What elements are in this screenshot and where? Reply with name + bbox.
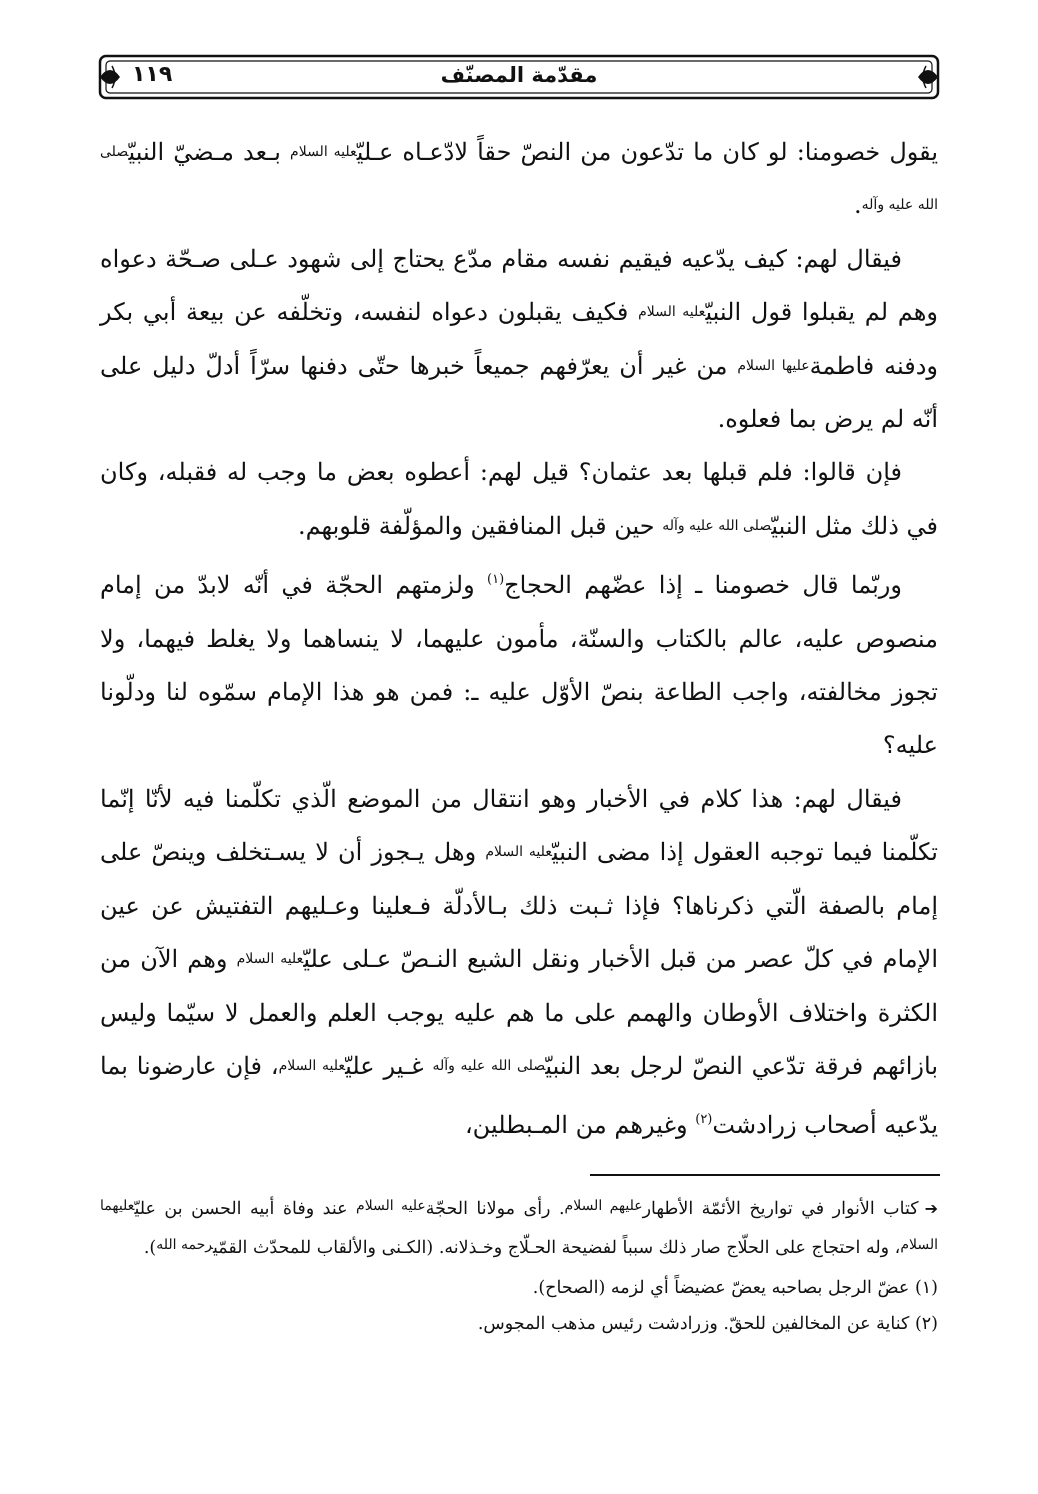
text-run: ولزمتهم الحجّة في أنّه لابدّ من إمام منصوص عليه، عالم بالكتاب والسنّة، مأمون عليهما، لا ينساهما ولا يغلط فيهما، ولا تجوز مخالفته، واجب الطاعة بنصّ الأوّل عليه ـ: فمن هو هذا الإمام سمّوه لنا ودلّونا عليه؟ [100,571,938,760]
text-run: فإن قالوا: فلم قبلها بعد عثمان؟ قيل لهم: أعطوه بعض ما وجب له فقبله، وكان في ذلك مثل النبيّ [100,458,938,540]
honorific-glyph: عليه السلام [278,1057,346,1074]
honorific-glyph: عليه السلام [236,951,304,968]
text-run: وهل يـجوز أن لا يسـتخلف وينصّ على إمام بالصفة الّتي ذكرناها؟ فإذا ثـبت ذلك بـالأدلّة فـعلينا وعـليهم التفتيش عن عين الإمام في كلّ عصر من قبل الأخبار ونقل الشيع النـصّ عـلى عليّ [100,838,938,974]
text-run: غـير عليّ [345,1051,433,1080]
honorific-glyph: عليه السلام [356,1198,426,1214]
footnote-ref-1[interactable]: (١) [487,572,505,588]
honorific-glyph: صلى الله عليه وآله [100,144,938,214]
footnote-text: عضّ الرجل بصاحبه يعضّ عضيضاً أي لزمه (الصحاح). [532,1278,910,1298]
text-run: عند وفاة أبيه الحسن بن عليّ [134,1199,357,1219]
text-run: من غير أن يعرّفهم جميعاً خبرها حتّى دفنها سرّاً أدلّ دليل على أنّه لم يرض بما فعلوه. [100,351,938,434]
running-title: مقدّمة المصنّف [440,63,598,87]
honorific-glyph: عليهم السلام [564,1198,643,1214]
page-number: ١١٩ [132,62,173,87]
honorific-glyph: عليه السلام [290,144,357,160]
paragraph-1 [100,126,938,233]
text-run: يقول خصومنا: لو كان ما تدّعون من النصّ حقاً لادّعـاه عـليّ [356,138,938,166]
footnote-marker: (٢) [914,1314,938,1334]
honorific-glyph: عليهما السلام [100,1198,938,1253]
text-run: فكيف يقبلون دعواه لنفسه، وتخلّفه عن بيعة أبي بكر ودفنه فاطمة [100,298,938,380]
honorific-glyph: عليه السلام [485,844,553,861]
footnote-2 [100,1306,938,1342]
footnote-divider [590,1174,940,1176]
text-run: بـعد مـضيّ النبيّ [128,138,291,166]
page-header [98,54,940,100]
arrow-icon: ➔ [924,1199,938,1218]
paragraph-2 [100,233,938,447]
footnote-marker: (١) [914,1278,938,1298]
footnote-1 [100,1270,938,1306]
text-run: وغيرهم من المـبطلين، [464,1111,696,1140]
text-run: وهم الآن من الكثرة واختلاف الأوطان والهمم على ما هم عليه يوجب العلم والعمل لا سيّما وليس بازائهم فرقة تدّعي النصّ لرجل بعد النبيّ [100,945,938,1080]
text-run: ، فإن عارضونا بما يدّعيه أصحاب زرادشت [100,1051,938,1140]
text-run: وربّما قال خصومنا ـ إذا عضّهم الحجاج [504,571,902,600]
honorific-glyph: عليها السلام [737,357,810,374]
footnote-text: كناية عن المخالفين للحقّ. وزرادشت رئيس مذهب المجوس. [477,1314,910,1334]
text-run: فيقال لهم: هذا كلام في الأخبار وهو انتقال من الموضع الّذي تكلّمنا فيه لأنّا إنّما تكلّمنا فيما توجبه العقول إذا مضى النبيّ [100,784,938,867]
honorific-glyph: صلى الله عليه وآله [662,517,772,534]
footnote-continuation [100,1188,938,1266]
text-run: . رأى مولانا الحجّة [425,1199,565,1219]
honorific-glyph: عليه السلام [638,304,706,321]
text-run: ، وله احتجاج على الحلّاج صار ذلك سبباً لفضيحة الحـلّاج وخـذلانه. (الكـنى والألقاب للمحدّث القمّي [212,1238,901,1258]
paragraph-5 [100,773,938,1153]
main-text [100,126,938,1153]
text-run: كتاب الأنوار في تواريخ الأئمّة الأطهار [642,1199,919,1219]
footnotes [100,1188,938,1342]
text-run: فيقال لهم: كيف يدّعيه فيقيم نفسه مقام مدّع يحتاج إلى شهود عـلى صـحّة دعواه وهم لم يقبلوا قول النبيّ [100,244,938,327]
footnote-ref-2[interactable]: (٢) [695,1112,713,1128]
text-run: حين قبل المنافقين والمؤلّفة قلوبهم. [297,511,663,540]
text-run: . [854,191,862,220]
paragraph-3 [100,446,938,553]
text-run: ). [143,1238,157,1258]
paragraph-4 [100,553,938,773]
honorific-glyph: رحمه الله [156,1237,213,1253]
honorific-glyph: صلى الله عليه وآله [432,1057,546,1074]
